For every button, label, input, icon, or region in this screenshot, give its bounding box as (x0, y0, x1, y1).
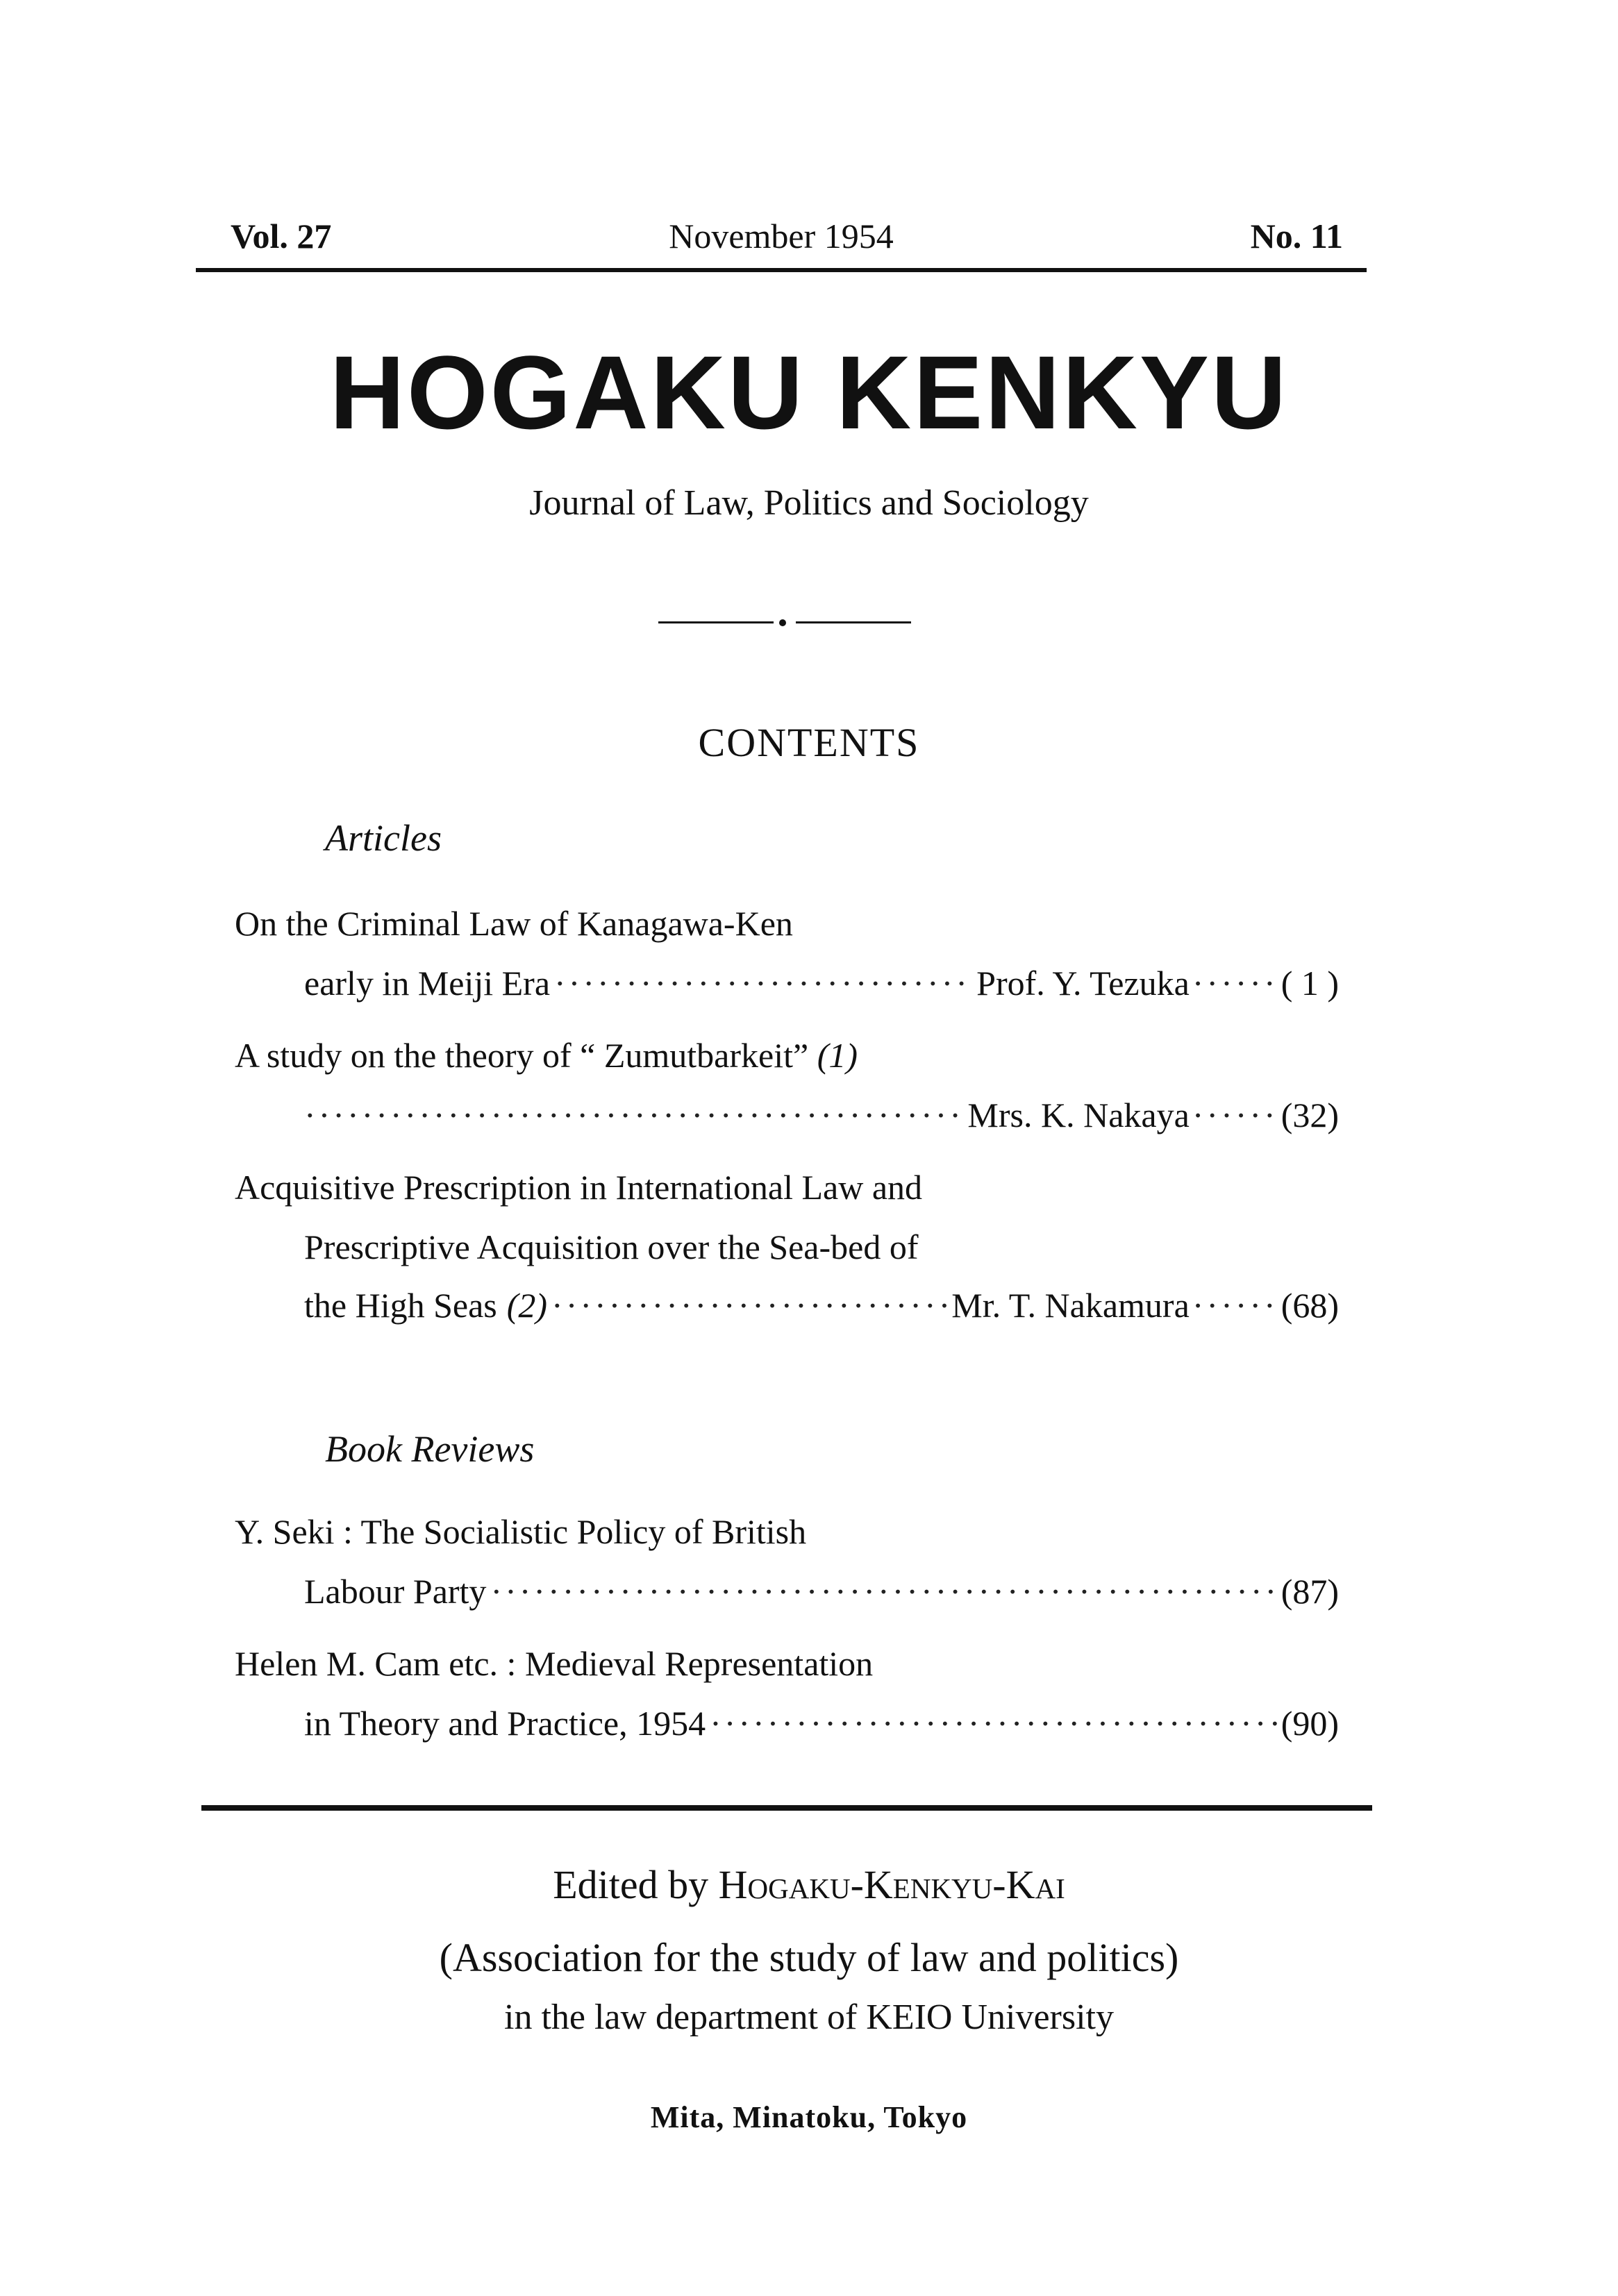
review-1-title-line-2: Labour Party (304, 1572, 487, 1611)
article-2-page: (32) (1281, 1096, 1339, 1134)
ornament-line-left (658, 621, 774, 623)
review-1-page: (87) (1281, 1572, 1339, 1611)
article-3-entry (304, 1279, 1339, 1332)
dot-leader (490, 1565, 1276, 1618)
article-2-author: Mrs. K. Nakaya (967, 1096, 1190, 1134)
review-2-title-line-1: Helen M. Cam etc. : Medieval Representation (235, 1644, 874, 1683)
article-3-title-line-1: Acquisitive Prescription in International Law and (235, 1168, 923, 1207)
ornament-divider (658, 615, 911, 629)
running-head (196, 201, 1367, 271)
ornament-dot (779, 619, 786, 626)
article-1-author: Prof. Y. Tezuka (976, 964, 1190, 1003)
article-2-part: (1) (817, 1036, 858, 1075)
dot-leader: ······ (1192, 1286, 1278, 1325)
dot-leader (554, 957, 972, 1009)
article-2-title: A study on the theory of “ Zumutbarkeit” (235, 1036, 809, 1075)
article-3-title-line-3: the High Seas (304, 1286, 497, 1325)
footer-rule (201, 1805, 1372, 1811)
editor-name: Hogaku-Kenkyu-Kai (718, 1862, 1065, 1907)
association-line: (Association for the study of law and politics) (439, 1935, 1179, 1980)
dot-leader (304, 1089, 963, 1141)
article-3-title-line-2: Prescriptive Acquisition over the Sea-bed of (304, 1227, 919, 1266)
review-2-entry (304, 1697, 1339, 1750)
article-1-title-line-2: early in Meiji Era (304, 964, 551, 1003)
book-reviews-label: Book Reviews (325, 1428, 535, 1470)
review-2-page: (90) (1281, 1704, 1339, 1743)
article-2-entry (304, 1089, 1339, 1141)
review-1-entry (304, 1565, 1339, 1618)
article-3-page: (68) (1281, 1286, 1339, 1325)
article-1-page: ( 1 ) (1281, 964, 1339, 1003)
contents-heading: CONTENTS (698, 720, 920, 765)
dot-leader: ······ (1192, 1096, 1278, 1134)
review-2-title-line-2: in Theory and Practice, 1954 (304, 1704, 706, 1743)
issue-date: November 1954 (669, 217, 894, 255)
review-1-title-line-1: Y. Seki : The Socialistic Policy of British (235, 1512, 807, 1551)
article-1-title-line-1: On the Criminal Law of Kanagawa-Ken (235, 904, 793, 943)
department-line: in the law department of KEIO University (504, 1997, 1114, 2037)
article-3-author: Mr. T. Nakamura (951, 1286, 1190, 1325)
article-3-part: (2) (506, 1286, 548, 1325)
dot-leader: ······ (1192, 964, 1278, 1003)
article-1-entry (304, 957, 1339, 1009)
header-rule (196, 268, 1367, 272)
volume-label: Vol. 27 (231, 217, 332, 255)
edited-by-label: Edited by (553, 1862, 709, 1907)
article-2-title-line-1 (235, 1029, 1339, 1082)
editor-line (0, 1857, 1618, 1913)
dot-leader (710, 1697, 1277, 1750)
publisher-address: Mita, Minatoku, Tokyo (650, 2100, 968, 2134)
articles-label: Articles (325, 817, 442, 859)
issue-number: No. 11 (1250, 217, 1343, 255)
journal-subtitle: Journal of Law, Politics and Sociology (529, 483, 1089, 523)
journal-title: HOGAKU KENKYU (329, 334, 1289, 451)
dot-leader (551, 1279, 947, 1332)
ornament-line-right (796, 621, 911, 623)
